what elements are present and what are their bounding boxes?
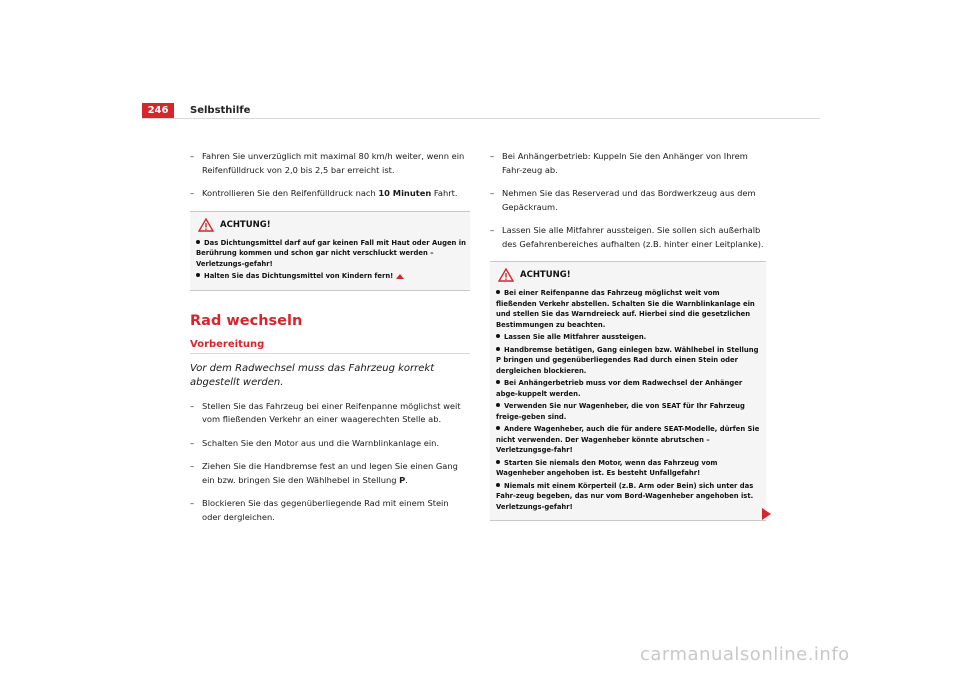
warning-item: Niemals mit einem Körperteil (z.B. Arm oder Bein) sich unter das Fahr-zeug begeben, das nur vom Bord-Wagenheber angehoben ist. Verletzungs-gefahr! (496, 481, 754, 511)
section-heading: Rad wechseln (190, 312, 303, 329)
warning-item: Bei Anhängerbetrieb muss vor dem Radwechsel der Anhänger abge-kuppelt werden. (496, 379, 743, 398)
warning-item: Starten Sie niemals den Motor, wenn das Fahrzeug vom Wagenheber angehoben ist. Es besteht Unfallgefahr! (496, 458, 718, 477)
subheading: Vorbereitung (190, 339, 470, 354)
continue-arrow-icon (762, 508, 771, 520)
warning-box-wheel-change (490, 261, 766, 521)
step-text: Nehmen Sie das Reserverad und das Bordwerkzeug aus dem Gepäckraum. (502, 188, 756, 212)
right-column (490, 150, 770, 531)
step-text: Fahren Sie unverzüglich mit maximal 80 km/h weiter, wenn ein Reifenfülldruck von 2,0 bis 2,5 bar erreicht ist. (202, 151, 465, 175)
step-text: Stellen Sie das Fahrzeug bei einer Reifenpanne möglichst weit vom fließenden Verkehr an einer waagerechten Stelle ab. (202, 400, 461, 424)
watermark: carmanualsonline.info (640, 644, 850, 665)
step-handbrake: – Ziehen Sie die Handbremse fest an und legen Sie einen Gang ein bzw. bringen Sie den Wählhebel in Stellung P. (190, 461, 458, 485)
warning-item: Das Dichtungsmittel darf auf gar keinen Fall mit Haut oder Augen in Berührung kommen und schon gar nicht verschluckt werden – Verletzungs-gefahr! (196, 238, 466, 268)
step-park: – Stellen Sie das Fahrzeug bei einer Reifenpanne möglichst weit vom fließenden Verkehr an einer waagerechten Stelle ab. (190, 400, 461, 424)
step-text: Blockieren Sie das gegenüberliegende Rad mit einem Stein oder dergleichen. (202, 498, 449, 522)
warning-item: Andere Wagenheber, auch die für andere SEAT-Modelle, dürfen Sie nicht verwenden. Der Wagenheber könnte abrutschen – Verletzungsge-fahr! (496, 425, 760, 454)
step-text-bold: 10 Minuten (378, 188, 432, 198)
step-text-after: Fahrt. (431, 188, 458, 198)
step-text-before: Kontrollieren Sie den Reifenfülldruck nach (202, 188, 379, 198)
warning-item: Verwenden Sie nur Wagenheber, die von SEAT für Ihr Fahrzeug freige-geben sind. (496, 402, 745, 421)
step-passengers: – Lassen Sie alle Mitfahrer aussteigen. Sie sollen sich außerhalb des Gefahrenbereiches aufhalten (z.B. hinter einer Leitplanke). (490, 225, 764, 249)
warning-item: Lassen Sie alle Mitfahrer aussteigen. (496, 332, 762, 343)
chapter-title: Selbsthilfe (190, 105, 251, 116)
step-text-bold: P (399, 474, 406, 485)
step-text: Schalten Sie den Motor aus und die Warnblinkanlage ein. (202, 437, 440, 448)
step-check-pressure: – Kontrollieren Sie den Reifenfülldruck nach 10 Minuten Fahrt. (190, 188, 458, 198)
step-hazard: – Schalten Sie den Motor aus und die Warnblinkanlage ein. (190, 437, 440, 448)
warning-title: ACHTUNG! (220, 219, 271, 230)
step-text: Lassen Sie alle Mitfahrer aussteigen. Sie sollen sich außerhalb des Gefahrenbereiches aufhalten (z.B. hinter einer Leitplanke). (502, 225, 764, 249)
warning-item: Handbremse betätigen, Gang einlegen bzw. Wählhebel in Stellung P bringen und gegenüberliegendes Rad durch einen Stein oder dergleichen blockieren. (496, 345, 759, 375)
step-trailer: – Bei Anhängerbetrieb: Kuppeln Sie den Anhänger von Ihrem Fahr-zeug ab. (490, 151, 748, 175)
warning-item: Halten Sie das Dichtungsmittel von Kindern fern! (196, 271, 466, 282)
header-rule (142, 118, 820, 119)
step-text-before: Ziehen Sie die Handbremse fest an und legen Sie einen Gang ein bzw. bringen Sie den Wählhebel in Stellung (202, 461, 458, 485)
end-mark-icon (396, 274, 404, 279)
page-number: 246 (142, 103, 174, 118)
step-block-wheel: – Blockieren Sie das gegenüberliegende Rad mit einem Stein oder dergleichen. (190, 498, 449, 522)
warning-title: ACHTUNG! (520, 270, 571, 280)
warning-triangle-icon (498, 268, 514, 282)
warning-box-sealant (190, 211, 470, 291)
warning-triangle-icon (198, 218, 214, 232)
warning-item: Bei einer Reifenpanne das Fahrzeug möglichst weit vom fließenden Verkehr abstellen. Schalten Sie die Warnblinkanlage ein und stellen Sie das Warndreieck auf. Hierbei sind die gesetzlichen Bestimmungen zu beachten. (496, 289, 755, 329)
step-drive-on: – Fahren Sie unverzüglich mit maximal 80 km/h weiter, wenn ein Reifenfülldruck von 2,0 bis 2,5 bar erreicht ist. (190, 151, 465, 175)
left-column (190, 150, 470, 534)
intro-text: Vor dem Radwechsel muss das Fahrzeug korrekt abgestellt werden. (190, 362, 435, 388)
step-spare-wheel: – Nehmen Sie das Reserverad und das Bordwerkzeug aus dem Gepäckraum. (490, 188, 756, 212)
step-text-after: . (405, 474, 408, 485)
step-text: Bei Anhängerbetrieb: Kuppeln Sie den Anhänger von Ihrem Fahr-zeug ab. (502, 151, 748, 175)
